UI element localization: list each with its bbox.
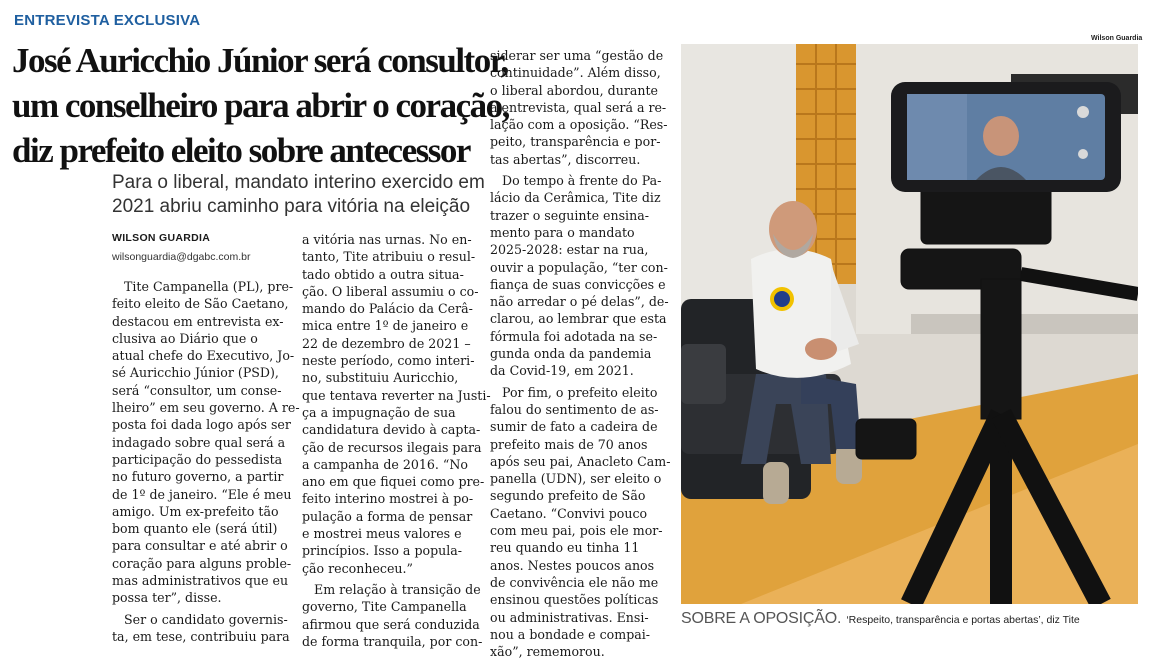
article-line: fiança de suas convicções e (490, 276, 666, 292)
article-line: com meu pai, pois ele mor- (490, 523, 663, 539)
headline-line: um conselheiro para abrir o coração, (12, 86, 509, 125)
article-line: peito, transparência e por- (490, 134, 661, 150)
article-line: bom quanto ele (será útil) (112, 521, 278, 537)
photo-credit: Wilson Guardia (1091, 35, 1143, 42)
article-line: destacou em entrevista ex- (112, 313, 284, 329)
article-line: a campanha de 2016. “No (302, 456, 468, 472)
article-line: prefeito mais de 70 anos (490, 436, 648, 452)
article-line: não arredar o pé delas”, de- (490, 294, 669, 310)
caption-lead: SOBRE A OPOSIÇÃO. (681, 610, 842, 627)
article-line: no futuro governo, a partir (112, 469, 284, 485)
headline-line: José Auricchio Júnior será consultor, (12, 41, 508, 80)
author-byline: WILSON GUARDIA (112, 232, 211, 244)
article-line: Tite Campanella (PL), pre- (124, 279, 294, 294)
article-line: candidatura devido à capta- (302, 422, 481, 438)
article-line: 22 de dezembro de 2021 – (302, 335, 471, 351)
subheadline-line: 2021 abriu caminho para vitória na eleição (112, 196, 471, 217)
article-line: de forma tranquila, por con- (302, 633, 483, 649)
article-line: no, substituiu Auricchio, (302, 370, 459, 386)
article-line: amigo. Um ex-prefeito tão (112, 503, 279, 519)
interview-photo (681, 44, 1138, 604)
article-line: a vitória nas urnas. No en- (302, 232, 472, 247)
article-line: da Covid-19, em 2021. (490, 363, 634, 379)
article-line: Por fim, o prefeito eleito (502, 384, 658, 400)
article-line: atual chefe do Executivo, Jo- (112, 348, 295, 364)
article-line: siderar ser uma “gestão de (490, 48, 664, 63)
article-line: clusiva ao Diário que o (112, 330, 258, 346)
article-line: indagado sobre qual será a (112, 434, 286, 450)
article-line: tas abertas”, discorreu. (490, 151, 641, 167)
article-line: ta, em tese, contribuiu para (112, 628, 290, 644)
article-line: participação do pessedista (112, 451, 283, 467)
section-kicker: ENTREVISTA EXCLUSIVA (14, 12, 201, 29)
headline-line: diz prefeito eleito sobre antecessor (12, 131, 470, 170)
article-line: trazer o seguinte ensina- (490, 207, 649, 223)
article-line: a entrevista, qual será a re- (490, 99, 667, 115)
article-line: será “consultor, um conse- (112, 382, 282, 398)
article-line: reu quando eu tinha 11 (490, 540, 640, 556)
article-line: mento para o mandato (490, 224, 635, 240)
article-line: Em relação à transição de (314, 581, 481, 597)
article-line: que tentava reverter na Justi- (302, 387, 491, 403)
caption-text: ‘Respeito, transparência e portas abertas’, diz Tite (846, 614, 1080, 626)
article-line: afirmou que será conduzida (302, 616, 480, 632)
subheadline (112, 171, 485, 219)
article-line: tanto, Tite atribuiu o resul- (302, 249, 476, 265)
article-line: ouvir a população, “ter con- (490, 259, 668, 275)
article-line: feito eleito de São Caetano, (112, 296, 289, 312)
article-line: ção. O liberal assumiu o co- (302, 283, 479, 299)
subheadline-line: Para o liberal, mandato interino exercido em (112, 172, 485, 193)
photo-caption (681, 608, 1080, 628)
article-line: tado obtido a outra situa- (302, 266, 464, 282)
article-line: mas administrativos que eu (112, 573, 289, 589)
article-column-3 (490, 47, 671, 660)
article-line: governo, Tite Campanella (302, 599, 467, 615)
article-line: xão”, rememorou. (490, 644, 605, 660)
article-line: lheiro” em seu governo. A re- (112, 400, 300, 416)
article-line: panella (UDN), ser eleito o (490, 471, 662, 487)
article-line: Do tempo à frente do Pa- (502, 173, 662, 189)
article-line: possa ter”, disse. (112, 590, 222, 606)
article-line: anos. Nestes poucos anos (490, 557, 655, 573)
article-line: e mostrei meus valores e (302, 526, 462, 542)
article-line: lácio da Cerâmica, Tite diz (490, 190, 661, 206)
article-line: ça a impugnação de sua (302, 404, 456, 420)
article-line: fórmula foi adotada na se- (490, 328, 658, 344)
article-line: mica entre 1º de janeiro e (302, 318, 469, 334)
article-line: Ser o candidato governis- (124, 611, 288, 627)
article-column-1 (112, 278, 300, 645)
article-column-2 (302, 231, 491, 650)
article-line: neste período, como interi- (302, 353, 475, 369)
article-line: lação com a oposição. “Res- (490, 117, 668, 133)
article-line: coração para alguns proble- (112, 555, 292, 571)
article-line: sé Auricchio Júnior (PSD), (112, 365, 279, 381)
article-line: ou administrativas. Ensi- (490, 609, 649, 625)
article-line: o liberal abordou, durante (490, 82, 658, 98)
article-line: gunda onda da pandemia (490, 346, 652, 362)
article-line: 2025-2028: estar na rua, (490, 242, 649, 258)
headline (12, 38, 509, 173)
article-line: para consultar e até abrir o (112, 538, 288, 554)
article-line: nou a bondade e compai- (490, 626, 651, 642)
author-email[interactable]: wilsonguardia@dgabc.com.br (112, 251, 251, 263)
article-line: falou do sentimento de as- (490, 401, 659, 417)
article-line: segundo prefeito de São (490, 488, 646, 504)
article-line: clarou, ao lembrar que esta (490, 311, 667, 327)
article-line: Caetano. “Convivi pouco (490, 505, 648, 521)
article-line: posta foi dada logo após ser (112, 417, 291, 433)
article-line: após seu pai, Anacleto Cam- (490, 453, 671, 469)
article-line: de 1º de janeiro. “Ele é meu (112, 486, 292, 502)
article-line: pulação a forma de pensar (302, 508, 473, 524)
article-line: de convivência ele não me (490, 574, 659, 590)
article-line: sumir de fato a cadeira de (490, 419, 658, 435)
article-line: continuidade”. Além disso, (490, 65, 661, 81)
article-line: ano em que fiquei como pre- (302, 474, 485, 490)
interview-scene-illustration (681, 44, 1138, 604)
article-line: mando do Palácio da Cerâ- (302, 301, 473, 317)
article-line: princípios. Isso a popula- (302, 543, 463, 559)
article-line: feito interino mostrei à po- (302, 491, 474, 507)
article-line: ção de recursos ilegais para (302, 439, 482, 455)
article-line: ção reconheceu.” (302, 560, 413, 576)
article-line: ensinou questões políticas (490, 592, 659, 608)
